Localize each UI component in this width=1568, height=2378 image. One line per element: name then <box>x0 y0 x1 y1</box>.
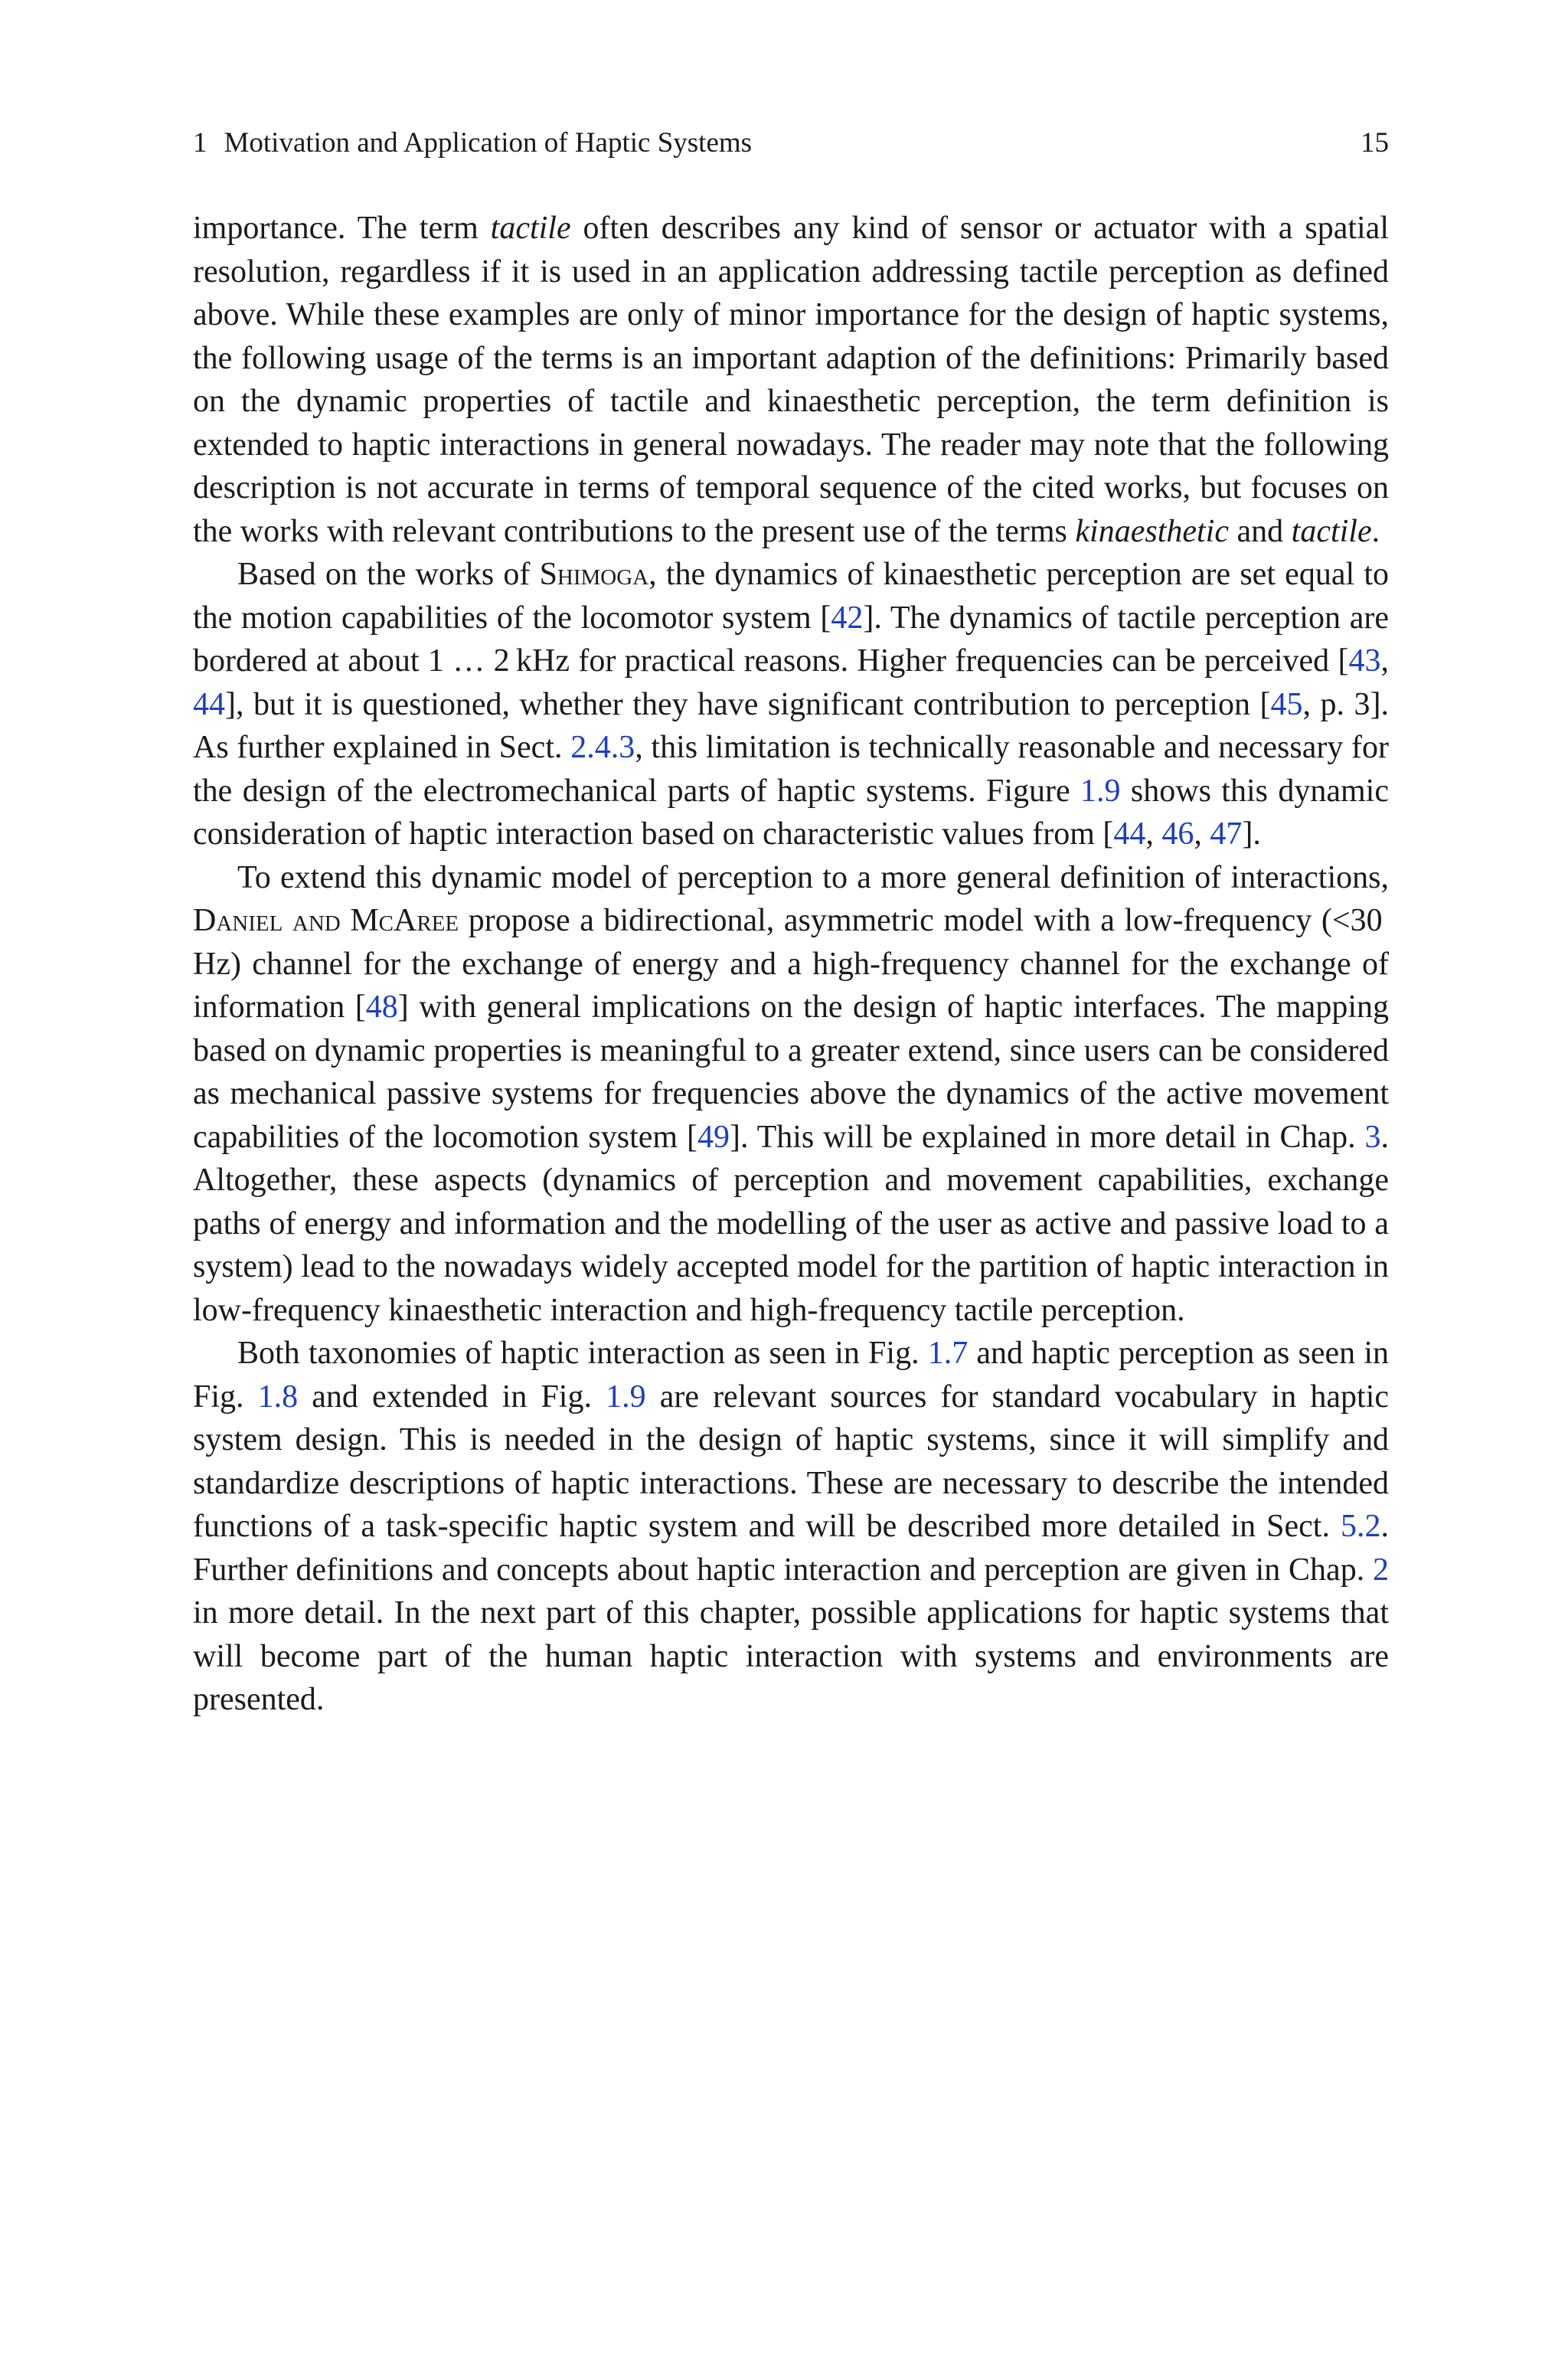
chapter-title: Motivation and Application of Haptic Systems <box>224 127 753 159</box>
cross-reference-link[interactable]: 1.8 <box>257 1379 299 1415</box>
paragraph <box>193 1332 1389 1722</box>
cross-reference-link[interactable]: 1.9 <box>1080 773 1121 809</box>
cross-reference-link[interactable]: 44 <box>1113 816 1146 852</box>
text-run: . Altogether, these aspects (dynamics of perception and movement capabilities, exchange paths of energy and information and the modelling of the user as active and passive load to a system) lead to the nowadays widely accepted model for the partition of haptic interaction in low-frequency kinaesthetic interaction and high-frequency tactile perception. <box>193 1119 1390 1328</box>
author-name: Daniel and McAree <box>193 903 459 938</box>
text-run: shows this dynamic consideration of haptic interaction based on characteristic values from [ <box>193 773 1389 852</box>
text-run: Both taxonomies of haptic interaction as seen in Fig. <box>237 1336 928 1371</box>
cross-reference-link[interactable]: 47 <box>1210 816 1243 852</box>
text-run: in more detail. In the next part of this chapter, possible applications for haptic systems that will become part of the human haptic interaction with systems and environments are presented. <box>193 1595 1389 1717</box>
paragraph <box>193 207 1389 553</box>
cross-reference-link[interactable]: 5.2 <box>1341 1509 1381 1544</box>
text-run: ]. This will be explained in more detail in Chap. <box>729 1119 1365 1155</box>
italic-term: kinaesthetic <box>1075 513 1229 549</box>
text-run: . <box>1371 513 1380 549</box>
text-run: , <box>1145 816 1162 852</box>
paragraph <box>193 856 1389 1333</box>
cross-reference-link[interactable]: 2 <box>1373 1552 1389 1588</box>
text-run: , <box>1380 643 1389 679</box>
cross-reference-link[interactable]: 1.7 <box>927 1336 969 1371</box>
text-run: , p. 3]. As further explained in Sect. <box>193 686 1389 765</box>
text-run: ]. The dynamics of tactile perception are bordered at about 1 … 2 kHz for practical reasons. Higher frequencies can be perceived [ <box>193 600 1389 679</box>
text-run: and extended in Fig. <box>298 1379 606 1415</box>
running-head <box>193 123 1389 164</box>
cross-reference-link[interactable]: 46 <box>1161 816 1194 852</box>
text-run: ], but it is questioned, whether they have significant contribution to perception [ <box>225 686 1271 722</box>
text-run: ]. <box>1242 816 1261 852</box>
cross-reference-link[interactable]: 45 <box>1270 686 1303 722</box>
text-run: , <box>1194 816 1210 852</box>
cross-reference-link[interactable]: 2.4.3 <box>570 730 635 765</box>
text-run: are relevant sources for standard vocabulary in haptic system design. This is needed in the design of haptic systems, since it will simplify and standardize descriptions of haptic interactions. These are necessary to describe the intended functions of a task-specific haptic system and will be described more detailed in Sect. <box>193 1379 1390 1544</box>
cross-reference-link[interactable]: 44 <box>193 686 225 722</box>
text-run: Based on the works of <box>237 557 540 592</box>
chapter-number: 1 <box>193 127 207 159</box>
italic-term: tactile <box>490 211 571 246</box>
page-number: 15 <box>1361 127 1389 159</box>
text-run: To extend this dynamic model of perception to a more general definition of interactions, <box>237 859 1389 895</box>
text-run: importance. The term <box>193 211 491 246</box>
text-run: , the dynamics of kinaesthetic perception are set equal to the motion capabilities of the locomotor system [ <box>193 557 1389 636</box>
body-text <box>193 207 1389 1722</box>
text-run: . Further definitions and concepts about haptic interaction and perception are given in Chap. <box>193 1509 1389 1588</box>
cross-reference-link[interactable]: 3 <box>1364 1119 1381 1155</box>
text-run: , this limitation is technically reasonable and necessary for the design of the electromechanical parts of haptic systems. Figure <box>193 730 1390 809</box>
cross-reference-link[interactable]: 1.9 <box>606 1379 646 1415</box>
text-run: often describes any kind of sensor or actuator with a spatial resolution, regardless if it is used in an application addressing tactile perception as defined above. While these examples are only of minor importance for the design of haptic systems, the following usage of the terms is an important adaption of the definitions: Primarily based on the dynamic properties of tactile and kinaesthetic perception, the term definition is extended to haptic interactions in general nowadays. The reader may note that the following description is not accurate in terms of temporal sequence of the cited works, but focuses on the works with relevant contributions to the present use of the terms <box>193 211 1389 549</box>
text-run: and <box>1229 513 1292 549</box>
cross-reference-link[interactable]: 48 <box>365 989 398 1025</box>
cross-reference-link[interactable]: 42 <box>831 600 864 636</box>
cross-reference-link[interactable]: 49 <box>697 1119 730 1155</box>
paragraph <box>193 553 1389 856</box>
text-run: propose a bidirectional, asymmetric model with a low-frequency (<30 Hz) channel for the exchange of energy and a high-frequency channel for the exchange of information [ <box>193 903 1389 1025</box>
text-run: and haptic perception as seen in Fig. <box>193 1336 1389 1415</box>
cross-reference-link[interactable]: 43 <box>1348 643 1381 679</box>
italic-term: tactile <box>1291 513 1372 549</box>
author-name: Shimoga <box>539 557 649 592</box>
text-run: ] with general implications on the design of haptic interfaces. The mapping based on dynamic properties is meaningful to a greater extend, since users can be considered as mechanical passive systems for frequencies above the dynamics of the active movement capabilities of the locomotion system [ <box>193 989 1389 1155</box>
